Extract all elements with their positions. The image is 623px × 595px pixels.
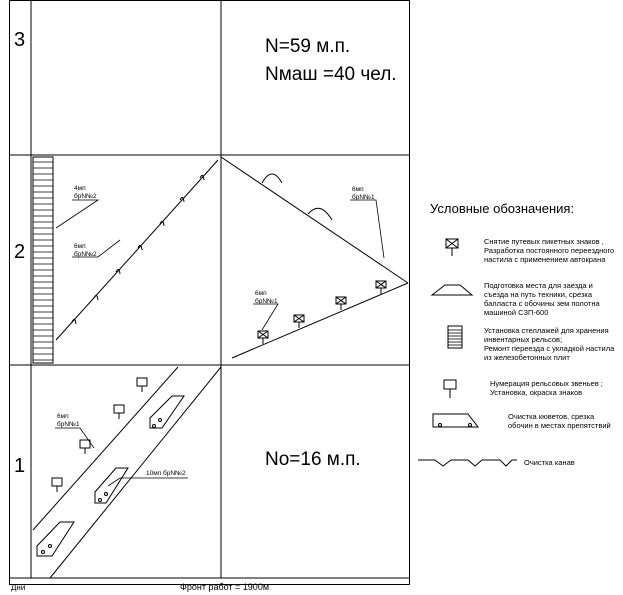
row2-right-lower-label-2: брN№1	[255, 298, 278, 305]
sign-post-icon	[444, 380, 456, 398]
ditch-machine-icon	[150, 396, 184, 428]
trapezoid-icon	[432, 285, 472, 295]
legend-item-3-line-2: инвентарных рельсов;	[484, 335, 563, 344]
zigzag-line-icon	[418, 460, 517, 466]
legend-item-1-line-3: настила с применением автокрана	[484, 255, 606, 264]
n-machines-label: Nмаш =40 чел.	[265, 64, 397, 85]
row2-upper-label-1: 4мп	[74, 185, 86, 192]
ditch-machine-icon	[37, 522, 74, 556]
row2-right-lower-label-1: 6мп	[255, 290, 267, 297]
row1-lower-label: 10мп брN№2	[146, 470, 186, 477]
row-number-2: 2	[14, 241, 26, 263]
row1-sign-posts	[52, 378, 147, 492]
row2-right-upper-label-2: брN№1	[352, 194, 375, 201]
row-number-3: 3	[14, 29, 26, 51]
n-total-label: N=59 м.п.	[265, 36, 351, 57]
hatched-rack-icon	[448, 326, 462, 348]
legend-item-5-line-2: обочин в местах препятствий	[508, 421, 611, 430]
sign-post-icon	[137, 378, 147, 392]
ditch-machine-icon	[95, 468, 128, 503]
x-sign-icon	[258, 331, 268, 344]
row-number-1: 1	[14, 455, 26, 477]
legend-item-3-line-4: из железобетонных плит	[484, 353, 570, 362]
row2-lower-label-1: 6мп	[74, 243, 86, 250]
legend-item-3-line-3: Ремонт переезда с укладкой настила	[484, 344, 615, 353]
row2-right-triangle	[221, 157, 408, 358]
x-sign-icon	[376, 281, 386, 294]
legend-item-1-line-2: Разработка постоянного переездного	[484, 246, 615, 255]
row1-upper-label-1: 6мп	[57, 413, 69, 420]
row1-diagonals	[33, 367, 221, 578]
legend-item-1-line-1: Снятие путевых пикетных знаков ,	[484, 237, 604, 246]
row2-upper-label-2: брN№2	[74, 193, 97, 200]
legend-item-5-line-1: Очистка кюветов, срезка	[508, 412, 595, 421]
legend-texts	[484, 237, 615, 467]
legend-item-4-line-1: Нумерация рельсовых звеньев ;	[490, 379, 603, 388]
row2-x-signs	[258, 281, 386, 344]
sign-post-icon	[80, 440, 90, 454]
sign-post-icon	[52, 478, 62, 492]
x-sign-icon	[446, 239, 458, 256]
row2-lower-label-2: брN№2	[74, 251, 97, 258]
sign-post-icon	[114, 405, 124, 419]
hatched-rack	[33, 157, 53, 363]
n-o-label: Nо=16 м.п.	[265, 449, 361, 470]
legend-item-6-line-1: Очистка канав	[524, 458, 575, 467]
days-label: Дни	[11, 583, 26, 592]
front-label: Фронт работ = 1900м	[180, 582, 270, 592]
row2-leaders	[56, 200, 384, 330]
legend-item-2-line-1: Подготовка места для заезда и	[484, 281, 593, 290]
legend-item-2-line-2: съезда на путь техники, срезка	[484, 290, 593, 299]
legend-title: Условные обозначения:	[430, 201, 575, 216]
x-sign-icon	[294, 315, 304, 328]
x-sign-icon	[336, 297, 346, 310]
legend-item-2-line-3: балласта с обочины зем полотна	[484, 299, 600, 308]
legend-item-3-line-1: Установка стеллажей для хранения	[484, 326, 609, 335]
ditch-machine-icon	[433, 414, 478, 427]
grid-frame	[9, 0, 410, 585]
legend-item-2-line-4: машиной СЗП-600	[484, 308, 549, 317]
row2-right-upper-label-1: 6мп	[352, 186, 364, 193]
legend-item-4-line-2: Установка, окраска знаков	[490, 388, 583, 397]
row1-upper-label-2: брN№1	[57, 421, 80, 428]
